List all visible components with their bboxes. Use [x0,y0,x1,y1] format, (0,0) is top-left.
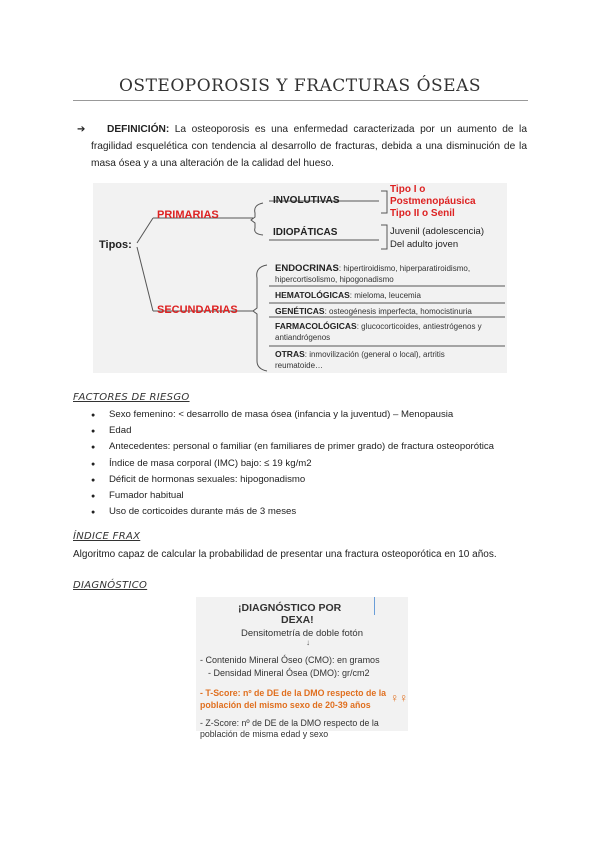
dexa-title-2: DEXA! [281,614,314,626]
otras-row-2: reumatoide… [275,361,324,370]
blue-marker [374,597,375,615]
factores-list [91,407,531,520]
diagnostico-heading: DIAGNÓSTICO [73,580,148,591]
tipo1-label: Tipo I o [390,184,426,195]
endocrinas-row-2: hipercortisolismo, hipogonadismo [275,275,394,284]
definition-paragraph [77,121,527,172]
list-item: ● Índice de masa corporal (IMC) bajo: ≤ 19 kg/m2 [91,456,531,472]
dexa-box [196,597,408,739]
frax-heading: ÍNDICE FRAX [73,531,141,542]
types-diagram [93,183,507,373]
tipos-label: Tipos: [99,239,132,251]
definition-label: DEFINICIÓN: [107,124,170,135]
dexa-zscore-1: - Z-Score: nº de DE de la DMO respecto de la [200,718,379,728]
hematologicas-row: HEMATOLÓGICAS: mieloma, leucemia [275,290,421,300]
dexa-cmo: - Contenido Mineral Óseo (CMO): en gramos [200,655,380,665]
list-item: ● Edad [91,423,531,439]
frax-text: Algoritmo capaz de calcular la probabilidad de presentar una fractura osteoporótica en 10 años. [73,549,497,560]
farmacologicas-row-2: antiandrógenos [275,333,331,342]
geneticas-row: GENÉTICAS: osteogénesis imperfecta, homocistinuria [275,306,472,316]
dexa-zscore-2: población de misma edad y sexo [200,729,329,739]
dexa-densitometria: Densitometría de doble fotón [241,628,363,639]
title-divider [73,100,528,101]
list-item: ● Déficit de hormonas sexuales: hipogonadismo [91,472,531,488]
dexa-dmo: - Densidad Mineral Ósea (DMO): gr/cm2 [208,668,370,678]
secundarias-label: SECUNDARIAS [157,304,238,316]
list-item: ● Sexo femenino: < desarrollo de masa ósea (infancia y la juventud) – Menopausia [91,407,531,423]
list-item: ● Uso de corticoides durante más de 3 meses [91,504,531,520]
postmenopausica-label: Postmenopáusica [390,196,476,207]
page-title: OSTEOPOROSIS Y FRACTURAS ÓSEAS [118,76,481,96]
arrow-icon: ➔ [77,124,86,135]
list-item: ● Antecedentes: personal o familiar (en familiares de primer grado) de fractura osteoporótica [91,439,531,455]
farmacologicas-row: FARMACOLÓGICAS: glucocorticoides, antiestrógenos y [275,321,482,331]
tipo2-label: Tipo II o Senil [390,208,455,219]
dexa-tscore-2: población del mismo sexo de 20-39 años [200,700,371,710]
arrow-down-icon: ↓ [306,638,310,647]
adulto-label: Del adulto joven [390,239,459,250]
involutivas-label: INVOLUTIVAS [273,195,340,206]
otras-row: OTRAS: inmovilización (general o local), artritis [275,349,445,359]
definition-text: La osteoporosis es una enfermedad caracterizada por un aumento de la fragilidad esquelética con tendencia al desarrollo de fracturas, debida a una disminución de la masa ósea y a una alteración de la calidad del hueso. [91,124,527,169]
juvenil-label: Juvenil (adolescencia) [390,226,484,237]
idiopaticas-label: IDIOPÁTICAS [273,227,338,238]
endocrinas-row: ENDOCRINAS: hipertiroidismo, hiperparatiroidismo, [275,263,471,274]
dexa-title-1: ¡DIAGNÓSTICO POR [238,602,342,614]
female-icon: ♀♀ [390,691,408,705]
factores-heading: FACTORES DE RIESGO [73,392,190,403]
primarias-label: PRIMARIAS [157,209,219,221]
list-item: ● Fumador habitual [91,488,531,504]
dexa-tscore-1: - T-Score: nº de DE de la DMO respecto de la [200,688,387,698]
